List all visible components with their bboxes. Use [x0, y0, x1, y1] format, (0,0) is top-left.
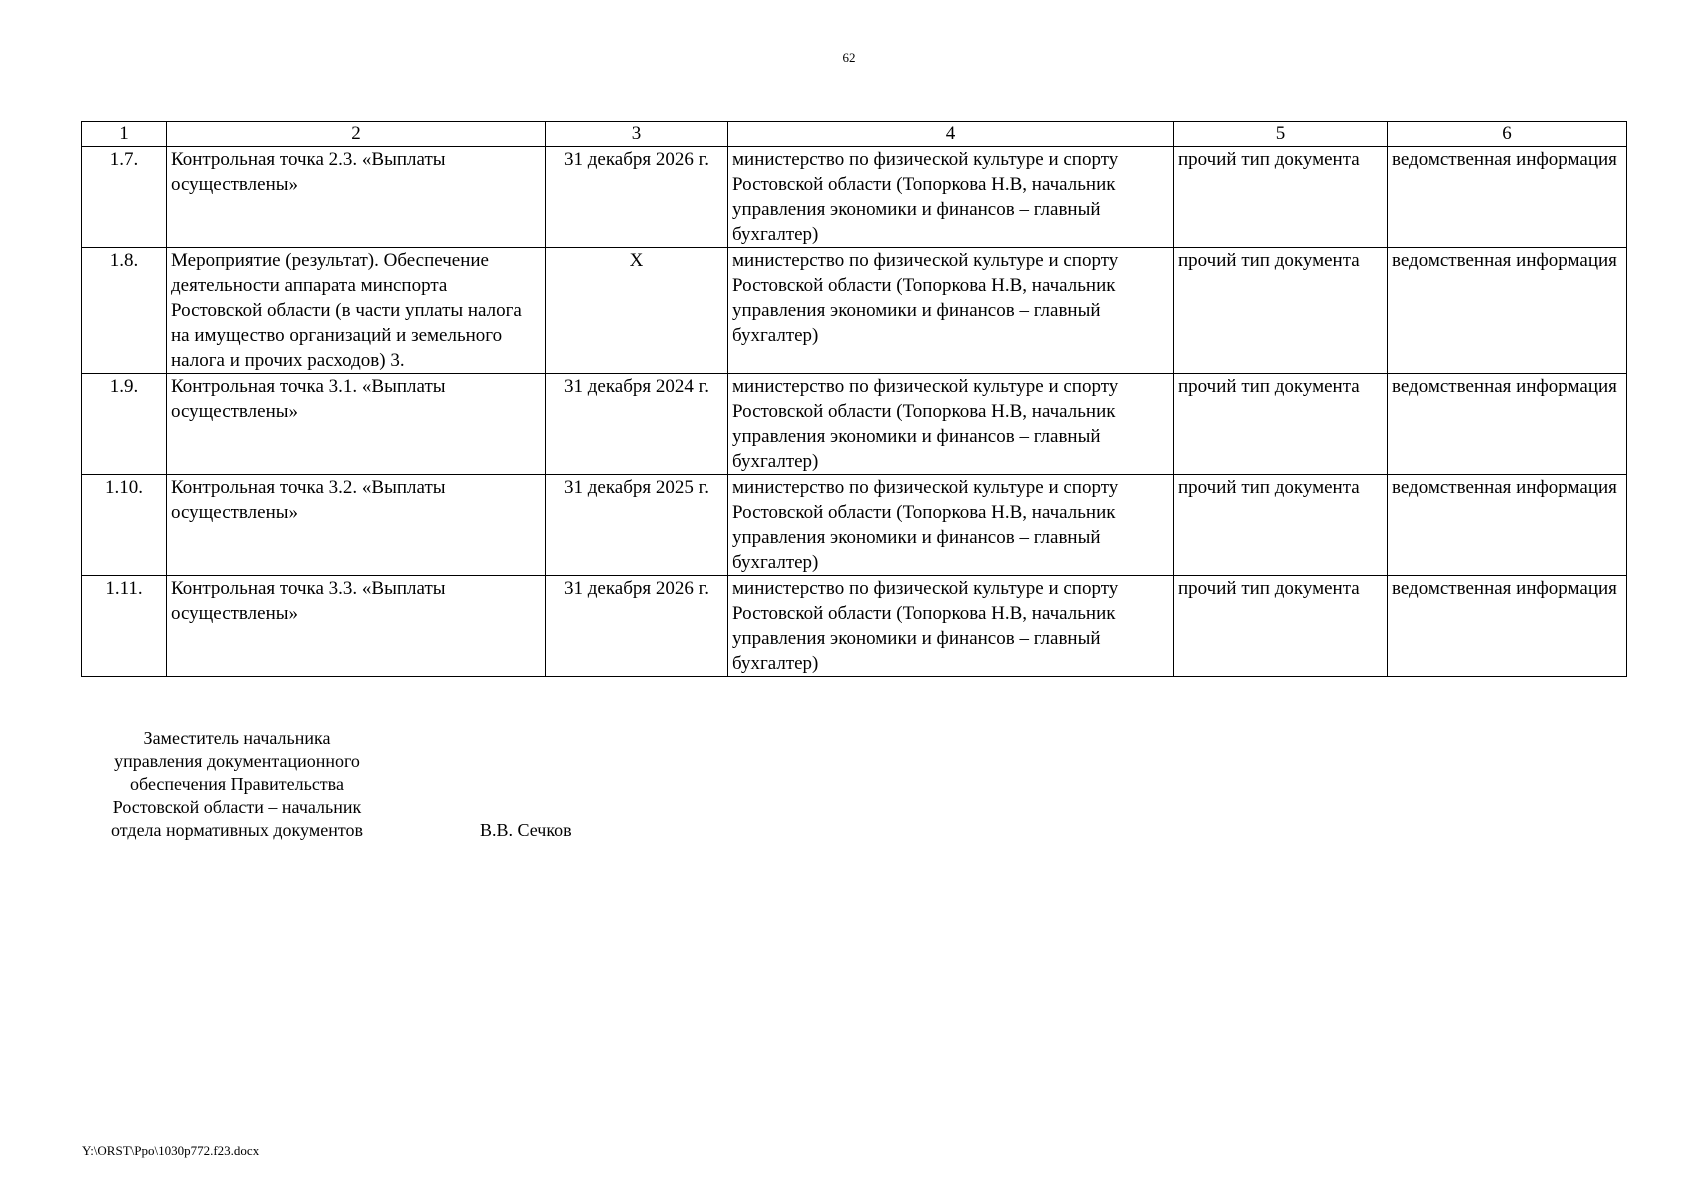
row-number: 1.10. [82, 475, 167, 576]
row-info: ведомственная информация [1388, 475, 1627, 576]
page-number: 62 [842, 50, 856, 65]
row-info: ведомственная информация [1388, 248, 1627, 374]
table-row [82, 248, 1627, 374]
row-date: Х [546, 248, 728, 374]
signature-title [86, 727, 388, 842]
row-doc-type: прочий тип документа [1174, 576, 1388, 677]
row-date: 31 декабря 2025 г. [546, 475, 728, 576]
row-name: Контрольная точка 3.1. «Выплаты осуществлены» [167, 374, 546, 475]
table-row [82, 475, 1627, 576]
row-info: ведомственная информация [1388, 147, 1627, 248]
row-date: 31 декабря 2026 г. [546, 576, 728, 677]
row-date: 31 декабря 2026 г. [546, 147, 728, 248]
row-date: 31 декабря 2024 г. [546, 374, 728, 475]
signature-title-line: отдела нормативных документов [111, 820, 363, 840]
file-path: Y:\ORST\Ppo\1030p772.f23.docx [82, 1143, 260, 1158]
row-responsible: министерство по физической культуре и спорту Ростовской области (Топоркова Н.В, начальник управления экономики и финансов – главный бухгалтер) [728, 374, 1174, 475]
header-col-6: 6 [1388, 122, 1627, 147]
row-info: ведомственная информация [1388, 576, 1627, 677]
signature-title-line: Заместитель начальника [143, 728, 331, 748]
row-info: ведомственная информация [1388, 374, 1627, 475]
table-row [82, 374, 1627, 475]
signature-title-line: управления документационного [114, 751, 360, 771]
document-table [81, 121, 1627, 677]
header-col-2: 2 [167, 122, 546, 147]
row-responsible: министерство по физической культуре и спорту Ростовской области (Топоркова Н.В, начальник управления экономики и финансов – главный бухгалтер) [728, 147, 1174, 248]
table-row [82, 147, 1627, 248]
row-doc-type: прочий тип документа [1174, 248, 1388, 374]
header-col-5: 5 [1174, 122, 1388, 147]
row-doc-type: прочий тип документа [1174, 475, 1388, 576]
header-col-3: 3 [546, 122, 728, 147]
row-number: 1.11. [82, 576, 167, 677]
table-row [82, 576, 1627, 677]
row-responsible: министерство по физической культуре и спорту Ростовской области (Топоркова Н.В, начальник управления экономики и финансов – главный бухгалтер) [728, 475, 1174, 576]
header-col-1: 1 [82, 122, 167, 147]
row-name: Контрольная точка 3.2. «Выплаты осуществлены» [167, 475, 546, 576]
row-doc-type: прочий тип документа [1174, 147, 1388, 248]
row-number: 1.9. [82, 374, 167, 475]
row-name: Контрольная точка 3.3. «Выплаты осуществлены» [167, 576, 546, 677]
row-name: Мероприятие (результат). Обеспечение деятельности аппарата минспорта Ростовской области (в части уплаты налога на имущество организаций и земельного налога и прочих расходов) 3. [167, 248, 546, 374]
row-number: 1.8. [82, 248, 167, 374]
row-doc-type: прочий тип документа [1174, 374, 1388, 475]
signature-title-line: обеспечения Правительства [130, 774, 344, 794]
table-header-row [82, 122, 1627, 147]
header-col-4: 4 [728, 122, 1174, 147]
signature-name: В.В. Сечков [480, 820, 572, 840]
row-responsible: министерство по физической культуре и спорту Ростовской области (Топоркова Н.В, начальник управления экономики и финансов – главный бухгалтер) [728, 248, 1174, 374]
row-responsible: министерство по физической культуре и спорту Ростовской области (Топоркова Н.В, начальник управления экономики и финансов – главный бухгалтер) [728, 576, 1174, 677]
row-number: 1.7. [82, 147, 167, 248]
row-name: Контрольная точка 2.3. «Выплаты осуществлены» [167, 147, 546, 248]
signature-title-line: Ростовской области – начальник [112, 797, 362, 817]
